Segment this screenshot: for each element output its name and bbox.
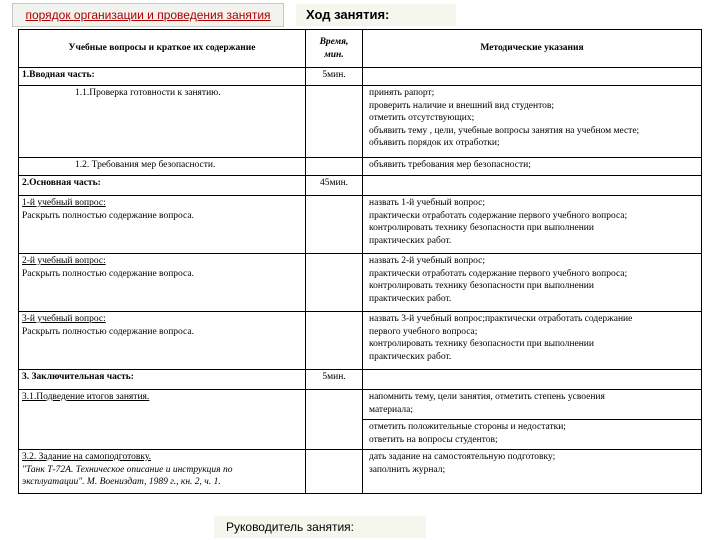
- note-line: отметить положительные стороны и недостатки;: [369, 422, 566, 432]
- header-time-line1: Время,: [319, 36, 349, 47]
- table-row: [19, 450, 702, 494]
- final-q1: [19, 390, 306, 450]
- note-line: первого учебного вопроса;: [369, 326, 478, 337]
- table-row: [19, 176, 702, 196]
- final-q2-ref-line1: "Танк Т-72А. Техническое описание и инструкция по: [22, 464, 233, 475]
- main-q1-notes: [363, 196, 702, 254]
- note-line: назвать 2-й учебный вопрос;: [369, 256, 485, 266]
- intro-q2-time: [306, 158, 363, 176]
- final-q1-time: [306, 390, 363, 450]
- table-row: [19, 86, 702, 158]
- note-line: назвать 3-й учебный вопрос;практически отработать содержание: [369, 314, 633, 324]
- main-title: 2.Основная часть:: [19, 176, 306, 196]
- table-row: [19, 370, 702, 390]
- main-q3-time: [306, 312, 363, 370]
- note-line: практически отработать содержание первого учебного вопроса;: [369, 210, 628, 221]
- table-row: [19, 158, 702, 176]
- lesson-heading: Ход занятия:: [296, 4, 456, 26]
- note-line: напомнить тему, цели занятия, отметить степень усвоения: [369, 392, 605, 402]
- main-q3: [19, 312, 306, 370]
- note-line: отметить отсутствующих;: [369, 113, 475, 124]
- main-q2-notes: [363, 254, 702, 312]
- intro-notes-empty: [363, 68, 702, 86]
- note-line: объявить тему , цели, учебные вопросы занятия на учебном месте;: [369, 125, 640, 136]
- intro-q2-notes: объявить требования мер безопасности;: [363, 158, 702, 176]
- final-q2-time: [306, 450, 363, 494]
- main-q1-title: 1-й учебный вопрос:: [22, 198, 106, 208]
- note-line: контролировать технику безопасности при выполнении: [369, 281, 594, 292]
- intro-time: 5мин.: [306, 68, 363, 86]
- final-q2-notes: [363, 450, 702, 494]
- main-q2-desc: Раскрыть полностью содержание вопроса.: [22, 268, 194, 279]
- main-q2-title: 2-й учебный вопрос:: [22, 256, 106, 266]
- note-line: практических работ.: [369, 351, 452, 362]
- note-line: проверить наличие и внешний вид студентов;: [369, 100, 554, 111]
- note-line: контролировать технику безопасности при выполнении: [369, 223, 594, 234]
- note-line: ответить на вопросы студентов;: [369, 434, 498, 445]
- lesson-table: [18, 29, 702, 494]
- intro-q1-time: [306, 86, 363, 158]
- table-header-row: [19, 30, 702, 68]
- note-line: практических работ.: [369, 293, 452, 304]
- intro-q1-notes: [363, 86, 702, 158]
- main-q1-time: [306, 196, 363, 254]
- main-time: 45мин.: [306, 176, 363, 196]
- note-line: практических работ.: [369, 235, 452, 246]
- intro-q1: 1.1.Проверка готовности к занятию.: [19, 86, 306, 158]
- top-tab-organization-order[interactable]: порядок организации и проведения занятия: [12, 3, 284, 27]
- table-row: [19, 196, 702, 254]
- final-q2-title: 3.2. Задание на самоподготовку.: [22, 452, 151, 462]
- header-time: [306, 30, 363, 68]
- footer-lesson-leader: Руководитель занятия:: [214, 516, 426, 538]
- note-line: объявить порядок их отработки;: [369, 138, 500, 149]
- table-row: [19, 254, 702, 312]
- main-q3-title: 3-й учебный вопрос:: [22, 314, 106, 324]
- main-q1-desc: Раскрыть полностью содержание вопроса.: [22, 210, 194, 221]
- intro-title: 1.Вводная часть:: [19, 68, 306, 86]
- final-q1-title: 3.1.Подведение итогов занятия.: [22, 392, 150, 402]
- note-line: заполнить журнал;: [369, 464, 446, 475]
- note-line: назвать 1-й учебный вопрос;: [369, 198, 485, 208]
- final-time: 5мин.: [306, 370, 363, 390]
- final-title: 3. Заключительная часть:: [19, 370, 306, 390]
- intro-q2: 1.2. Требования мер безопасности.: [19, 158, 306, 176]
- main-q1: [19, 196, 306, 254]
- header-notes: Методические указания: [363, 30, 702, 68]
- note-line: практически отработать содержание первого учебного вопроса;: [369, 268, 628, 279]
- main-notes-empty: [363, 176, 702, 196]
- header-time-line2: мин.: [324, 49, 344, 60]
- main-q3-notes: [363, 312, 702, 370]
- table-row: [19, 68, 702, 86]
- note-line: контролировать технику безопасности при выполнении: [369, 339, 594, 350]
- main-q2-time: [306, 254, 363, 312]
- final-q1-notes-a: [363, 390, 702, 420]
- main-q3-desc: Раскрыть полностью содержание вопроса.: [22, 326, 194, 337]
- table-row: [19, 312, 702, 370]
- note-line: принять рапорт;: [369, 88, 435, 98]
- table-row: [19, 390, 702, 420]
- final-notes-empty: [363, 370, 702, 390]
- note-line: материала;: [369, 404, 414, 415]
- note-line: дать задание на самостоятельную подготовку;: [369, 452, 556, 462]
- main-q2: [19, 254, 306, 312]
- header-questions: Учебные вопросы и краткое их содержание: [19, 30, 306, 68]
- final-q2-ref-line2: эксплуатации". М. Воениздат, 1989 г., кн. 2, ч. 1.: [22, 477, 221, 488]
- final-q2: [19, 450, 306, 494]
- final-q1-notes-b: [363, 420, 702, 450]
